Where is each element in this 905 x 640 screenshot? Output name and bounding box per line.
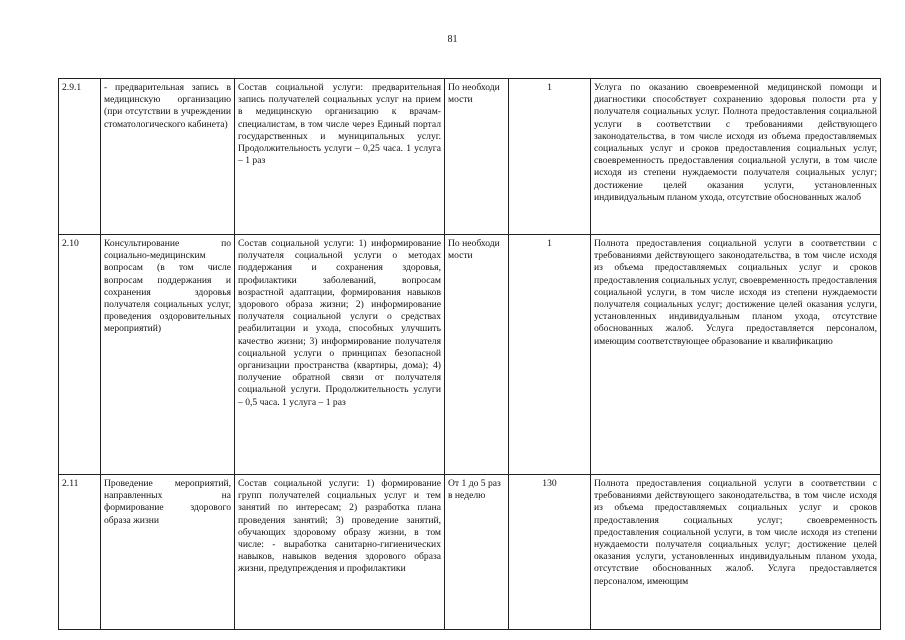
table-row [59,235,881,475]
service-period: По необходимости [445,79,509,235]
service-content: Состав социальной услуги: предварительная запись получателей социальных услуг на прием в медицинскую организацию к врачам-специалистам, в том числе через Единый портал государственных и муниципальных услуг. Продолжительность услуги – 0,25 часа. 1 услуга – 1 раз [235,79,445,235]
row-number: 2.11 [59,475,101,630]
service-name: Консультирование по социально-медицинским вопросам (в том числе вопросам поддержания и сохранения здоровья получателя социальных услуг, проведения оздоровительных мероприятий) [101,235,235,475]
service-period: По необходимости [445,235,509,475]
table-row [59,475,881,630]
service-quantity: 1 [509,79,591,235]
page-number: 81 [447,34,458,45]
service-period: От 1 до 5 раз в неделю [445,475,509,630]
services-table [58,78,881,630]
quality-criteria: Полнота предоставления социальной услуги в соответствии с требованиями действующего законодательства, в том числе исходя из объема предоставляемых социальных услуг и сроков предоставления социальных услуг, своевременность предоставления социальной услуги, в том числе исходя из степени нуждаемости получателя социальных услуг; достижение целей оказания услуги, установленных индивидуальным планом ухода, отсутствие обоснованных жалоб. Услуга предоставляется персоналом, имеющим соответствующее образование и квалификацию [591,235,881,475]
service-quantity: 130 [509,475,591,630]
service-quantity: 1 [509,235,591,475]
table-row [59,79,881,235]
quality-criteria: Полнота предоставления социальной услуги в соответствии с требованиями действующего законодательства, в том числе исходя из объема предоставляемых социальных услуг и сроков предоставления социальных услуг; своевременность предоставления социальной услуги, в том числе исходя из степени нуждаемости получателя социальных услуг; достижение целей оказания услуги, установленных индивидуальным планом ухода, отсутствие обоснованных жалоб. Услуга предоставляется персоналом, имеющим [591,475,881,630]
row-number: 2.10 [59,235,101,475]
service-content: Состав социальной услуги: 1) информирование получателя социальной услуги о методах поддержания и сохранения здоровья, профилактики заболеваний, вопросам возрастной адаптации, формирования навыков здорового образа жизни; 2) информирование получателя социальной услуги о средствах реабилитации и ухода, способных улучшить качество жизни; 3) информирование получателя социальной услуги о принципах безопасной организации пространства (квартиры, дома); 4) получение обратной связи от получателя социальной услуги. Продолжительность услуги – 0,5 часа. 1 услуга – 1 раз [235,235,445,475]
quality-criteria: Услуга по оказанию своевременной медицинской помощи и диагностики способствует сохранению здоровья полости рта у получателя социальных услуг. Полнота предоставления социальной услуги в соответствии с требованиями действующего законодательства, в том числе исходя из объема предоставляемых социальных услуг и сроков предоставления социальных услуг, своевременность предоставления социальной услуги, в том числе исходя из степени нуждаемости получателя социальных услуг; достижение целей оказания услуги, установленных индивидуальным планом ухода, отсутствие обоснованных жалоб [591,79,881,235]
service-name: Проведение мероприятий, направленных на формирование здорового образа жизни [101,475,235,630]
service-name: - предварительная запись в медицинскую организацию (при отсутствии в учреждении стоматологического кабинета) [101,79,235,235]
service-content: Состав социальной услуги: 1) формирование групп получателей социальных услуг и тем занятий по интересам; 2) разработка плана проведения занятий; 3) проведение занятий, обучающих здоровому образу жизни, в том числе: - выработка санитарно-гигиенических навыков, навыков ведения здорового образа жизни, предупреждения и профилактики [235,475,445,630]
row-number: 2.9.1 [59,79,101,235]
